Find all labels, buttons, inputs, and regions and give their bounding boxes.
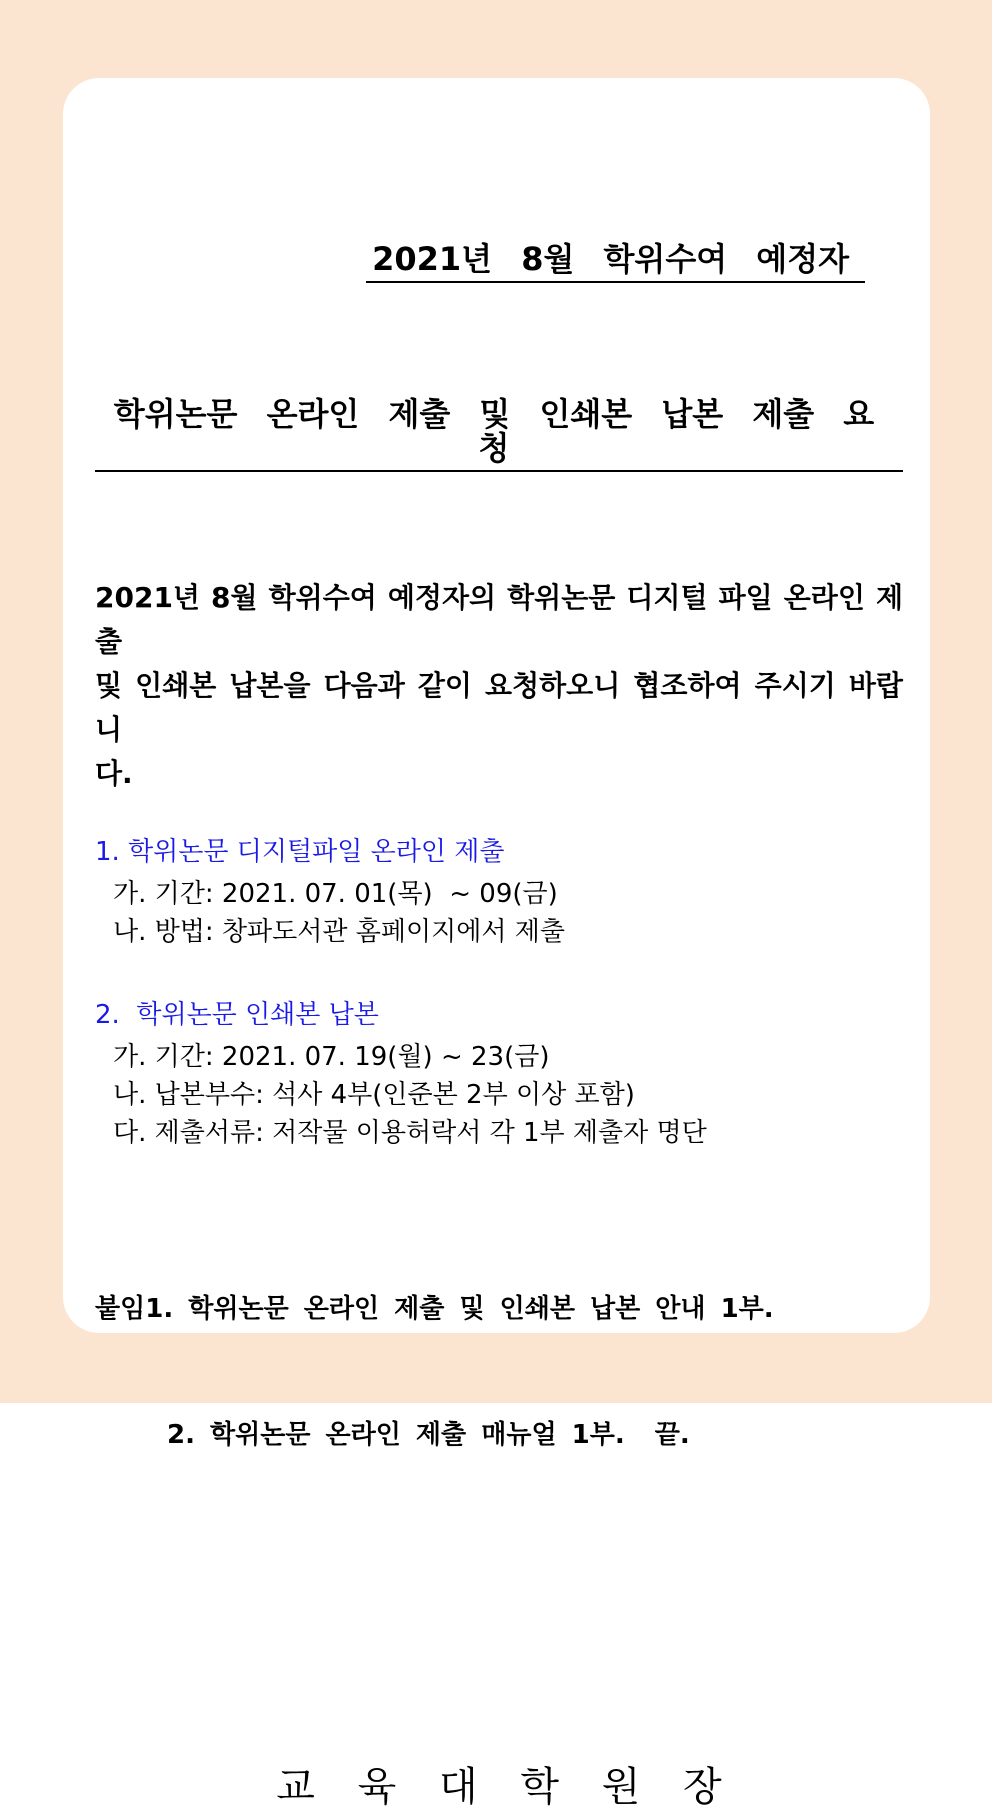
section-1-item-period: 가. 기간: 2021. 07. 01(목) ~ 09(금) [113, 879, 558, 909]
section-2-item-period: 가. 기간: 2021. 07. 19(월) ~ 23(금) [113, 1042, 550, 1072]
section-print-copy-deposit [95, 996, 903, 1152]
title-line-1 [95, 202, 903, 321]
intro-paragraph [95, 576, 903, 796]
section-2-heading: 2. 학위논문 인쇄본 납본 [95, 1000, 379, 1030]
attachment-line-1: 붙임1. 학위논문 온라인 제출 및 인쇄본 납본 안내 1부. [95, 1294, 774, 1324]
section-digital-file-submission [95, 833, 903, 951]
title-line-1-text: 2021년 8월 학위수여 예정자 [366, 242, 865, 283]
section-1-item-method: 나. 방법: 창파도서관 홈페이지에서 제출 [113, 917, 565, 947]
intro-line: 및 인쇄본 납본을 다음과 같이 요청하오니 협조하여 주시기 바랍니 [95, 669, 903, 746]
title-line-2 [95, 321, 903, 510]
signature-title: 교 육 대 학 원 장 [276, 1764, 722, 1810]
title-line-2-text: 학위논문 온라인 제출 및 인쇄본 납본 제출 요청 [95, 397, 903, 472]
attachment-line-2: 2. 학위논문 온라인 제출 매뉴얼 1부. 끝. [167, 1420, 690, 1450]
intro-line: 다. [95, 757, 133, 790]
intro-line: 2021년 8월 학위수여 예정자의 학위논문 디지털 파일 온라인 제출 [95, 581, 903, 658]
attachments-block [95, 1204, 903, 1540]
document-card [63, 78, 930, 1810]
notice-title [95, 202, 903, 510]
section-1-heading: 1. 학위논문 디지털파일 온라인 제출 [95, 837, 505, 867]
section-2-item-copies: 나. 납본부수: 석사 4부(인준본 2부 이상 포함) [113, 1080, 635, 1110]
section-2-item-documents: 다. 제출서류: 저작물 이용허락서 각 1부 제출자 명단 [113, 1118, 707, 1148]
